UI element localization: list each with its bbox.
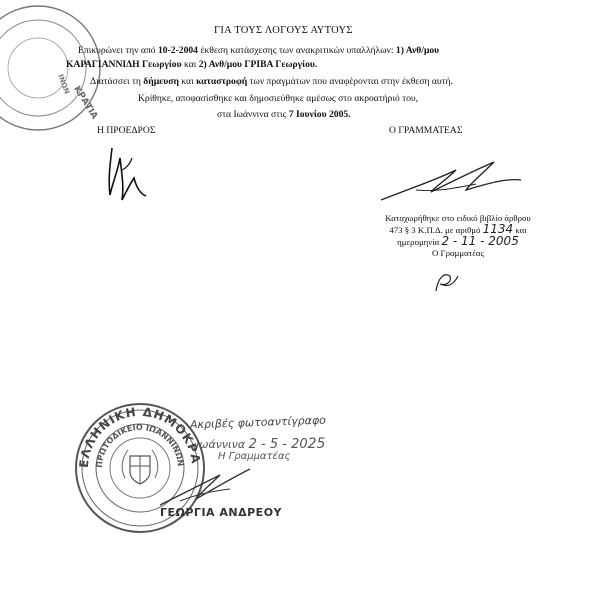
registration-line-3 bbox=[370, 236, 546, 248]
registration-date: 2 - 11 - 200 bbox=[441, 234, 512, 248]
line2-name-1: ΚΑΡΑΓΙΑΝΝΙΔΗ Γεωργίου bbox=[66, 59, 182, 70]
line3-destruction: καταστροφή bbox=[196, 76, 248, 87]
signatory-name: ΓΕΩΡΓΙΑ ΑΝΔΡΕΟΥ bbox=[160, 506, 283, 519]
line1-date: 10-2-2004 bbox=[158, 45, 198, 56]
svg-text:ΙΝΩΝ: ΙΝΩΝ bbox=[56, 73, 71, 96]
secretary-label: Ο ΓΡΑΜΜΑΤΕΑΣ bbox=[389, 125, 463, 136]
line3-text-c: και bbox=[178, 76, 197, 87]
copy-stamp-year: 25 bbox=[307, 436, 326, 452]
registration-signature bbox=[428, 266, 468, 296]
registration-date-end: 5 bbox=[511, 234, 519, 248]
registration-article: 473 § 3 Κ.Π.Δ. με αριθμό bbox=[389, 225, 481, 235]
registration-and: και bbox=[515, 225, 527, 235]
line2-and: και bbox=[181, 59, 199, 70]
line1-text-c: 1) Ανθ/μου bbox=[395, 45, 440, 56]
president-label: Η ΠΡΟΕΔΡΟΣ bbox=[97, 125, 156, 136]
paragraph-line-5 bbox=[217, 109, 351, 121]
copy-stamp-date: 2 - 5 - 20 bbox=[248, 437, 308, 452]
line3-text-a: Διατάσσει τη bbox=[90, 76, 144, 87]
line3-text-e: των πραγμάτων που αναφέρονται στην έκθεση αυτή. bbox=[247, 76, 453, 87]
seal-outer-text: ΕΛΛΗΝΙΚΗ ΔΗΜΟΚΡΑΤΙΑ bbox=[64, 387, 204, 469]
copy-stamp-line-1: Ακριβές φωτοαντίγραφο bbox=[189, 413, 327, 432]
registration-line-4: Ο Γραμματέας bbox=[432, 248, 484, 258]
registration-date-label: ημερομηνία bbox=[397, 237, 440, 247]
svg-text:ΚΡΑΤΙΑ: ΚΡΑΤΙΑ bbox=[71, 84, 100, 122]
line2-name-2: 2) Ανθ/μου ΓΡΙΒΑ Γεωργίου. bbox=[198, 59, 318, 70]
document-title: ΓΙΑ ΤΟΥΣ ΛΟΓΟΥΣ ΑΥΤΟΥΣ bbox=[214, 25, 353, 36]
copy-stamp-line-2 bbox=[196, 436, 325, 452]
line1-text-a: Επικυρώνει την από bbox=[78, 45, 158, 56]
registration-line-1: Καταχωρήθηκε στο ειδικό βιβλίο άρθρου bbox=[385, 213, 531, 223]
paragraph-line-1 bbox=[78, 45, 526, 57]
seal-inner-text: ΠΡΩΤΟΔΙΚΕΙΟ ΙΩΑΝΝΙΝΩΝ bbox=[94, 422, 186, 469]
paragraph-line-4: Κρίθηκε, αποφασίσθηκε και δημοσιεύθηκε αμέσως στο ακροατήριό του, bbox=[138, 93, 419, 104]
line1-text-b: έκθεση κατάσχεσης των ανακριτικών υπαλλήλων: bbox=[197, 45, 396, 56]
paragraph-line-3 bbox=[90, 76, 453, 88]
registration-note bbox=[370, 213, 546, 259]
line5-text-a: στα Ιωάννινα στις bbox=[217, 109, 289, 120]
registration-number: 1134 bbox=[482, 222, 514, 236]
copy-stamp-line-3: Η Γραμματέας bbox=[218, 451, 291, 462]
paragraph-line-2 bbox=[66, 59, 514, 71]
line5-date: 7 Ιουνίου 2005. bbox=[288, 109, 351, 120]
copy-stamp-place: Ιωάννινα bbox=[196, 438, 246, 451]
president-signature bbox=[100, 140, 180, 210]
line3-confiscation: δήμευση bbox=[143, 76, 179, 87]
secretary-signature bbox=[376, 150, 526, 210]
